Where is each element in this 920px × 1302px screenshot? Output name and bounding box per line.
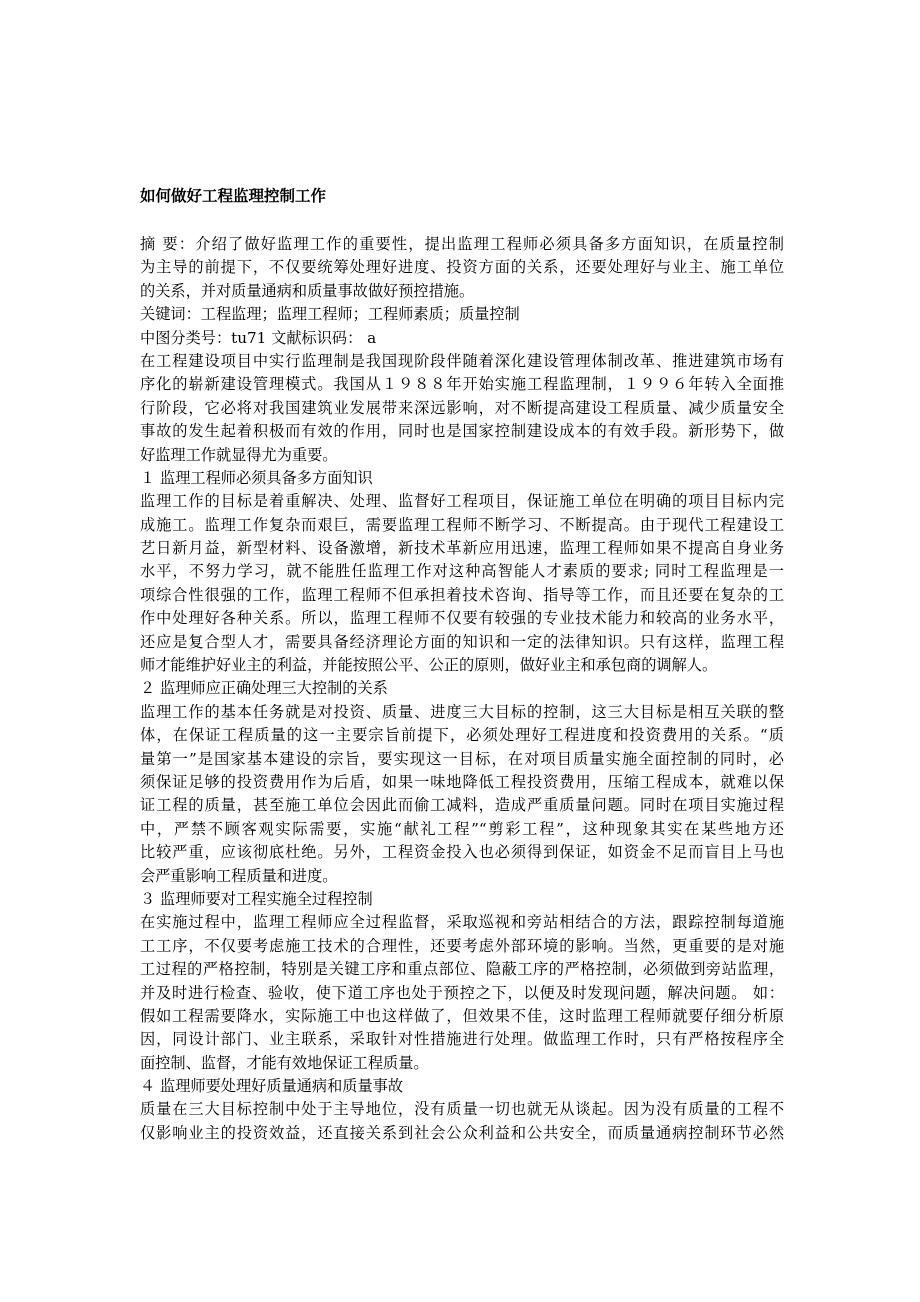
text-line: 摘 要：介绍了做好监理工作的重要性，提出监理工程师必须具备多方面知识，在质量控制 (140, 235, 784, 253)
text-line: 在实施过程中，监理工程师应全过程监督，采取巡视和旁站相结合的方法，跟踪控制每道施 (140, 913, 784, 932)
text-line: 面控制、监督，才能有效地保证工程质量。 (140, 1053, 429, 1072)
text-line: 证工程的质量，甚至施工单位会因此而偷工减料，造成严重质量问题。同时在项目实施过程 (140, 796, 784, 815)
text-line: 会严重影响工程质量和进度。 (140, 866, 338, 885)
text-line: 好监理工作就显得尤为重要。 (140, 445, 338, 464)
text-line: 成施工。监理工作复杂而艰巨，需要监理工程师不断学习、不断提高。由于现代工程建设工 (140, 515, 784, 534)
text-line: 工工序，不仅要考虑施工技术的合理性，还要考虑外部环境的影响。当然，更重要的是对施 (140, 936, 784, 955)
text-line: ３ 监理师要对工程实施全过程控制 (140, 889, 373, 908)
text-line: 艺日新月益，新型材料、设备激增，新技术革新应用迅速，监理工程师如果不提高自身业务 (140, 539, 784, 558)
text-line: 仅影响业主的投资效益，还直接关系到社会公众利益和公共安全，而质量通病控制环节必然 (140, 1123, 784, 1142)
document-body (140, 233, 784, 1145)
text-line: 体，在保证工程质量的这一主要宗旨前提下，必须处理好工程进度和投资费用的关系。“质 (140, 726, 784, 745)
text-line: ４ 监理师要处理好质量通病和质量事故 (140, 1077, 404, 1096)
text-line: 在工程建设项目中实行监理制是我国现阶段伴随着深化建设管理体制改革、推进建筑市场有 (140, 351, 784, 370)
text-line: 为主导的前提下，不仅要统筹处理好进度、投资方面的关系，还要处理好与业主、施工单位 (140, 258, 784, 277)
text-line: 因，同设计部门、业主联系，采取针对性措施进行处理。做监理工作时，只有严格按程序全 (140, 1030, 784, 1049)
document-title: 如何做好工程监理控制工作 (140, 187, 327, 205)
text-line: 比较严重，应该彻底杜绝。另外，工程资金投入也必须得到保证，如资金不足而盲目上马也 (140, 843, 784, 862)
text-line: 的关系，并对质量通病和质量事故做好预控措施。 (140, 281, 475, 300)
text-line: 量第一”是国家基本建设的宗旨，要实现这一目标，在对项目质量实施全面控制的同时，必 (140, 749, 784, 768)
text-line: 中，严禁不顾客观实际需要，实施“献礼工程”“剪彩工程”，这种现象其实在某些地方还 (140, 819, 784, 838)
text-line: 关键词：工程监理；监理工程师；工程师素质；质量控制 (140, 305, 520, 324)
text-line: 监理工作的目标是着重解决、处理、监督好工程项目，保证施工单位在明确的项目目标内完 (140, 492, 784, 511)
text-line: 监理工作的基本任务就是对投资、质量、进度三大目标的控制，这三大目标是相互关联的整 (140, 702, 784, 721)
text-line: 假如工程需要降水，实际施工中也这样做了，但效果不佳，这时监理工程师就要仔细分析原 (140, 1006, 784, 1025)
text-line: 还应是复合型人才，需要具备经济理论方面的知识和一定的法律知识。只有这样，监理工程 (140, 632, 784, 651)
text-line: 质量在三大目标控制中处于主导地位，没有质量一切也就无从谈起。因为没有质量的工程不 (140, 1100, 784, 1119)
text-line: ２ 监理师应正确处理三大控制的关系 (140, 679, 388, 698)
text-line: 中图分类号：tu71 文献标识码： a (140, 328, 377, 347)
text-line: 项综合性很强的工作，监理工程师不但承担着技术咨询、指导等工作，而且还要在复杂的工 (140, 585, 784, 604)
text-line: 师才能维护好业主的利益，并能按照公平、公正的原则，做好业主和承包商的调解人。 (140, 656, 718, 675)
text-line: 并及时进行检查、验收，使下道工序也处于预控之下，以便及时发现问题，解决问题。 如： (140, 983, 784, 1002)
text-line: １ 监理工程师必须具备多方面知识 (140, 468, 373, 487)
text-line: 作中处理好各种关系。所以，监理工程师不仅要有较强的专业技术能力和较高的业务水平， (140, 609, 784, 628)
text-line: 事故的发生起着积极而有效的作用，同时也是国家控制建设成本的有效手段。新形势下，做 (140, 422, 784, 441)
text-line: 行阶段，它必将对我国建筑业发展带来深远影响，对不断提高建设工程质量、减少质量安全 (140, 398, 784, 417)
document-page (140, 184, 784, 1145)
text-line: 须保证足够的投资费用作为后盾，如果一味地降低工程投资费用，压缩工程成本，就难以保 (140, 772, 784, 791)
text-line: 工过程的严格控制，特别是关键工序和重点部位、隐蔽工序的严格控制，必须做到旁站监理， (140, 960, 784, 979)
text-line: 水平，不努力学习，就不能胜任监理工作对这种高智能人才素质的要求; 同时工程监理是一 (140, 562, 784, 581)
text-line: 序化的崭新建设管理模式。我国从１９８８年开始实施工程监理制，１９９６年转入全面推 (140, 375, 784, 394)
